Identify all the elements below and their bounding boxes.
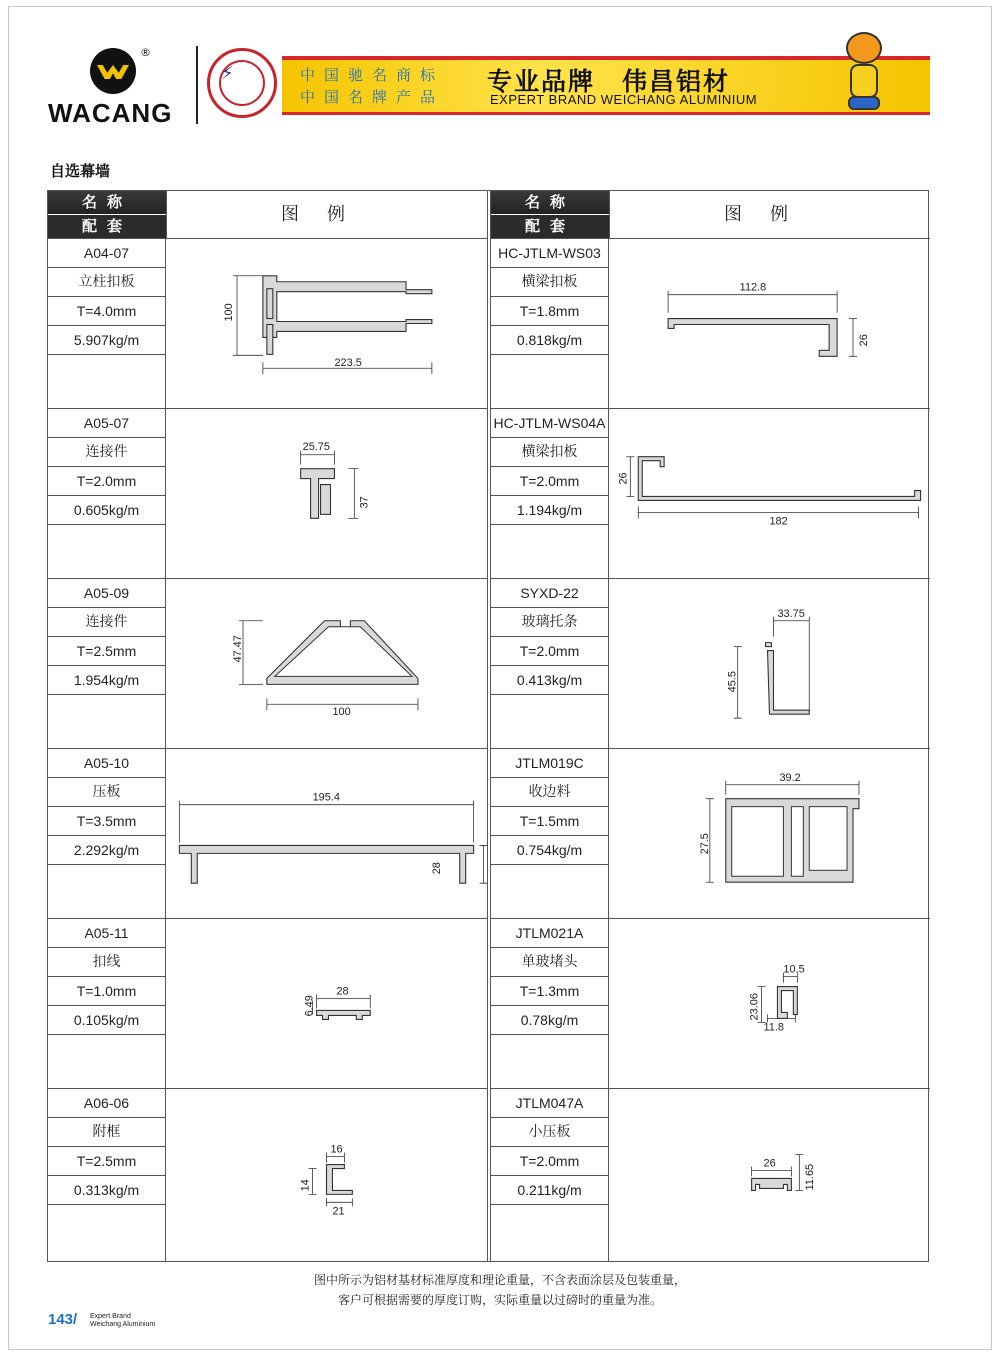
dim-label: 16 <box>330 1143 343 1156</box>
item-name: 小压板 <box>491 1118 608 1147</box>
item-name: 单玻堵头 <box>491 948 608 977</box>
table-row <box>48 408 487 578</box>
item-name: 附框 <box>48 1118 165 1147</box>
page-brand <box>90 1313 155 1329</box>
page-brand-line2: Weichang Aluminium <box>90 1321 156 1328</box>
dim-label: 11.65 <box>804 1163 817 1191</box>
banner-title: 专业品牌 伟昌铝材 <box>487 67 731 96</box>
dim-label: 112.8 <box>739 281 767 294</box>
item-weight: 0.754kg/m <box>491 836 608 865</box>
profile-drawing <box>609 919 930 1088</box>
profile-drawing <box>609 1089 930 1258</box>
dim-label: 26 <box>857 334 870 347</box>
item-weight: 0.78kg/m <box>491 1006 608 1035</box>
profile-drawing <box>166 409 487 578</box>
item-weight: 0.605kg/m <box>48 496 165 525</box>
header-divider <box>196 46 198 124</box>
right-column <box>490 191 930 1261</box>
header-name: 名称 <box>48 191 166 214</box>
item-thickness: T=1.0mm <box>48 977 165 1006</box>
item-name: 立柱扣板 <box>48 268 165 297</box>
dim-label: 47.47 <box>232 635 245 663</box>
dim-label: 26 <box>617 472 630 485</box>
dim-label: 28 <box>430 862 443 875</box>
tiger-mascot-icon <box>842 30 886 112</box>
dim-label: 33.75 <box>777 607 805 620</box>
item-code: A05-10 <box>48 749 165 778</box>
item-thickness: T=2.0mm <box>491 1147 608 1176</box>
item-name: 连接件 <box>48 608 165 637</box>
item-code: A05-09 <box>48 579 165 608</box>
registered-mark: ® <box>140 46 151 59</box>
header-figure: 图例 <box>609 191 930 239</box>
table-row <box>48 1088 487 1261</box>
section-title: 自选幕墙 <box>50 162 111 180</box>
item-code: JTLM019C <box>491 749 608 778</box>
item-thickness: T=1.5mm <box>491 807 608 836</box>
item-weight: 0.313kg/m <box>48 1176 165 1205</box>
item-code: SYXD-22 <box>491 579 608 608</box>
profile-drawing <box>166 579 487 748</box>
table-row <box>48 748 487 918</box>
item-code: A05-07 <box>48 409 165 438</box>
item-weight: 0.105kg/m <box>48 1006 165 1035</box>
logo-mark-icon <box>90 48 136 94</box>
table-row <box>491 748 930 918</box>
header-match: 配套 <box>48 215 166 238</box>
item-code: A04-07 <box>48 239 165 268</box>
dim-label: 39.2 <box>779 771 801 784</box>
profile-drawing <box>166 239 487 408</box>
table-row <box>48 578 487 748</box>
item-code: HC-JTLM-WS03 <box>491 239 608 268</box>
china-top-brand-badge-icon: ⚡ <box>207 48 277 118</box>
dim-label: 100 <box>332 706 351 719</box>
item-name: 连接件 <box>48 438 165 467</box>
dim-label: 27.5 <box>698 833 711 855</box>
item-code: JTLM047A <box>491 1089 608 1118</box>
header-name: 名称 <box>491 191 609 214</box>
item-name: 横梁扣板 <box>491 268 608 297</box>
dim-label: 10.5 <box>783 963 805 976</box>
profile-drawing <box>609 409 930 578</box>
banner-cn-line2: 中国名牌产品 <box>300 88 445 106</box>
item-thickness: T=1.8mm <box>491 297 608 326</box>
dim-label: 21 <box>332 1205 345 1218</box>
item-thickness: T=4.0mm <box>48 297 165 326</box>
dim-label: 182 <box>769 515 788 528</box>
item-thickness: T=2.5mm <box>48 1147 165 1176</box>
footer-note-line2: 客户可根据需要的厚度订购，实际重量以过磅时的重量为准。 <box>337 1293 662 1307</box>
item-thickness: T=3.5mm <box>48 807 165 836</box>
item-weight: 0.211kg/m <box>491 1176 608 1205</box>
dim-label: 28 <box>336 985 349 998</box>
dim-label: 11.8 <box>763 1021 784 1034</box>
profile-drawing <box>166 749 487 918</box>
item-weight: 5.907kg/m <box>48 326 165 355</box>
item-thickness: T=2.5mm <box>48 637 165 666</box>
table-row <box>491 578 930 748</box>
banner-cn-line1: 中国驰名商标 <box>300 66 445 84</box>
page-number: 143/ <box>48 1311 78 1328</box>
item-weight: 2.292kg/m <box>48 836 165 865</box>
item-thickness: T=2.0mm <box>48 467 165 496</box>
dim-label: 25.75 <box>302 440 330 453</box>
item-thickness: T=2.0mm <box>491 637 608 666</box>
profile-drawing <box>609 749 930 918</box>
item-thickness: T=1.3mm <box>491 977 608 1006</box>
dim-label: 26 <box>763 1157 776 1170</box>
item-code: A05-11 <box>48 919 165 948</box>
footer-note-line1: 图中所示为铝材基材标准厚度和理论重量，不含表面涂层及包装重量， <box>313 1273 686 1287</box>
item-code: HC-JTLM-WS04A <box>491 409 608 438</box>
item-name: 玻璃托条 <box>491 608 608 637</box>
table-row <box>48 918 487 1088</box>
table-row <box>491 238 930 408</box>
profile-drawing <box>166 1089 487 1258</box>
header-match: 配套 <box>491 215 609 238</box>
item-name: 横梁扣板 <box>491 438 608 467</box>
wacang-logo <box>48 46 188 126</box>
item-thickness: T=2.0mm <box>491 467 608 496</box>
table-row <box>491 1088 930 1261</box>
dim-label: 45.5 <box>726 671 739 693</box>
item-weight: 1.194kg/m <box>491 496 608 525</box>
banner-subtitle: EXPERT BRAND WEICHANG ALUMINIUM <box>490 92 758 107</box>
brand-name: WACANG <box>48 98 173 128</box>
item-name: 压板 <box>48 778 165 807</box>
profile-drawing <box>609 239 930 408</box>
dim-label: 14 <box>299 1179 312 1192</box>
profile-drawing <box>609 579 930 748</box>
page-brand-line1: Expert Brand <box>90 1313 131 1320</box>
banner-bottom-stripe <box>282 112 930 115</box>
left-column <box>48 191 487 1261</box>
item-code: A06-06 <box>48 1089 165 1118</box>
profile-drawing <box>166 919 487 1088</box>
item-name: 收边料 <box>491 778 608 807</box>
item-name: 扣线 <box>48 948 165 977</box>
item-weight: 0.413kg/m <box>491 666 608 695</box>
dim-label: 23.06 <box>748 993 761 1021</box>
header-figure: 图例 <box>166 191 487 239</box>
item-weight: 0.818kg/m <box>491 326 608 355</box>
dim-label: 223.5 <box>334 357 362 370</box>
table-row <box>48 238 487 408</box>
dim-label: 37 <box>358 496 371 509</box>
table-row <box>491 918 930 1088</box>
table-row <box>491 408 930 578</box>
dim-label: 100 <box>223 303 236 322</box>
profile-table <box>47 190 929 1262</box>
item-weight: 1.954kg/m <box>48 666 165 695</box>
dim-label: 195.4 <box>312 791 340 804</box>
item-code: JTLM021A <box>491 919 608 948</box>
dim-label: 6.49 <box>303 995 316 1017</box>
